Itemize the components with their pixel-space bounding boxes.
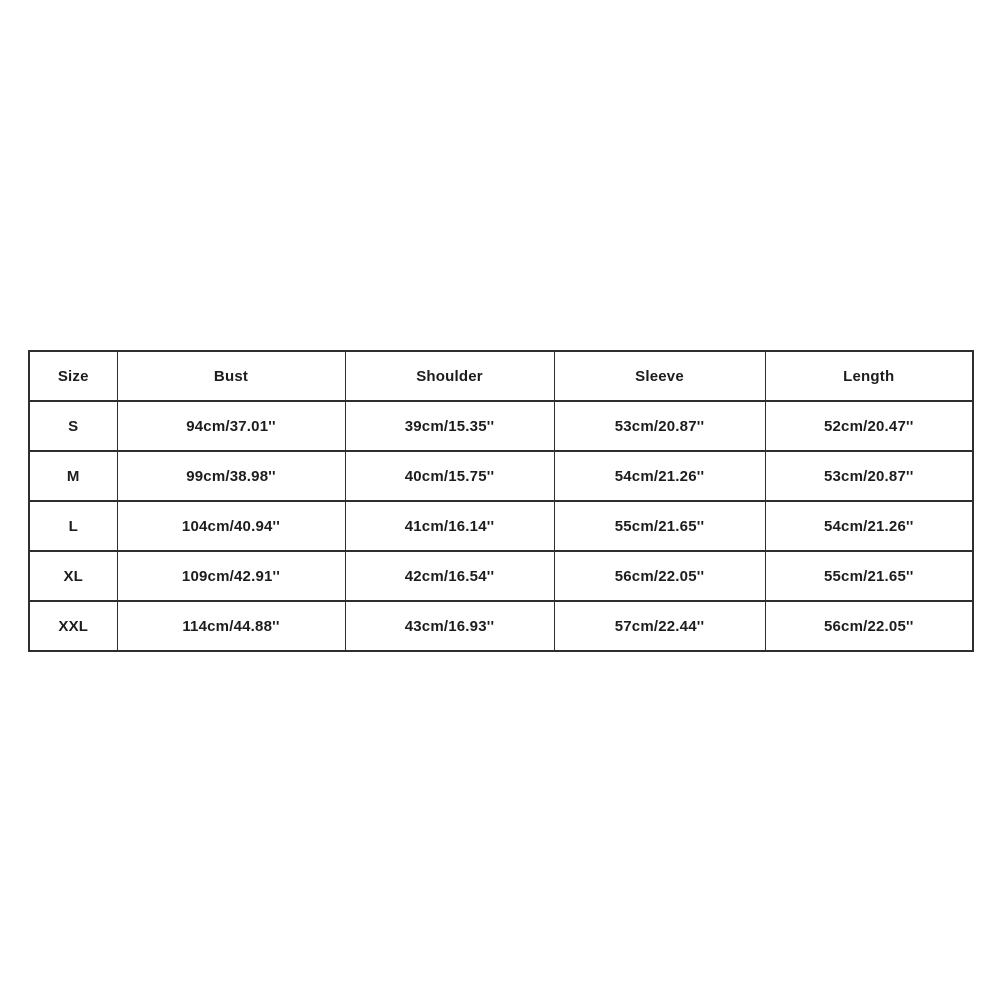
measurement-cell: 114cm/44.88'' (117, 601, 345, 651)
measurement-cell: 40cm/15.75'' (345, 451, 554, 501)
size-label-cell: XXL (29, 601, 117, 651)
header-row (29, 351, 973, 401)
size-label-cell: L (29, 501, 117, 551)
size-label-cell: S (29, 401, 117, 451)
measurement-cell: 55cm/21.65'' (765, 551, 973, 601)
table-row-s (29, 401, 973, 451)
measurement-cell: 42cm/16.54'' (345, 551, 554, 601)
header-cell-size: Size (29, 351, 117, 401)
size-label-cell: XL (29, 551, 117, 601)
measurement-cell: 54cm/21.26'' (554, 451, 765, 501)
header-cell-length: Length (765, 351, 973, 401)
measurement-cell: 43cm/16.93'' (345, 601, 554, 651)
table-row-xl (29, 551, 973, 601)
table-row-xxl (29, 601, 973, 651)
header-cell-sleeve: Sleeve (554, 351, 765, 401)
measurement-cell: 54cm/21.26'' (765, 501, 973, 551)
measurement-cell: 55cm/21.65'' (554, 501, 765, 551)
header-cell-bust: Bust (117, 351, 345, 401)
header-cell-shoulder: Shoulder (345, 351, 554, 401)
table-row-m (29, 451, 973, 501)
measurement-cell: 53cm/20.87'' (765, 451, 973, 501)
table-row-l (29, 501, 973, 551)
measurement-cell: 52cm/20.47'' (765, 401, 973, 451)
measurement-cell: 109cm/42.91'' (117, 551, 345, 601)
measurement-cell: 56cm/22.05'' (765, 601, 973, 651)
measurement-cell: 57cm/22.44'' (554, 601, 765, 651)
size-chart-table (28, 350, 974, 652)
measurement-cell: 53cm/20.87'' (554, 401, 765, 451)
measurement-cell: 99cm/38.98'' (117, 451, 345, 501)
size-chart-body (29, 401, 973, 651)
measurement-cell: 94cm/37.01'' (117, 401, 345, 451)
measurement-cell: 41cm/16.14'' (345, 501, 554, 551)
measurement-cell: 39cm/15.35'' (345, 401, 554, 451)
size-chart-header (29, 351, 973, 401)
measurement-cell: 56cm/22.05'' (554, 551, 765, 601)
size-label-cell: M (29, 451, 117, 501)
measurement-cell: 104cm/40.94'' (117, 501, 345, 551)
